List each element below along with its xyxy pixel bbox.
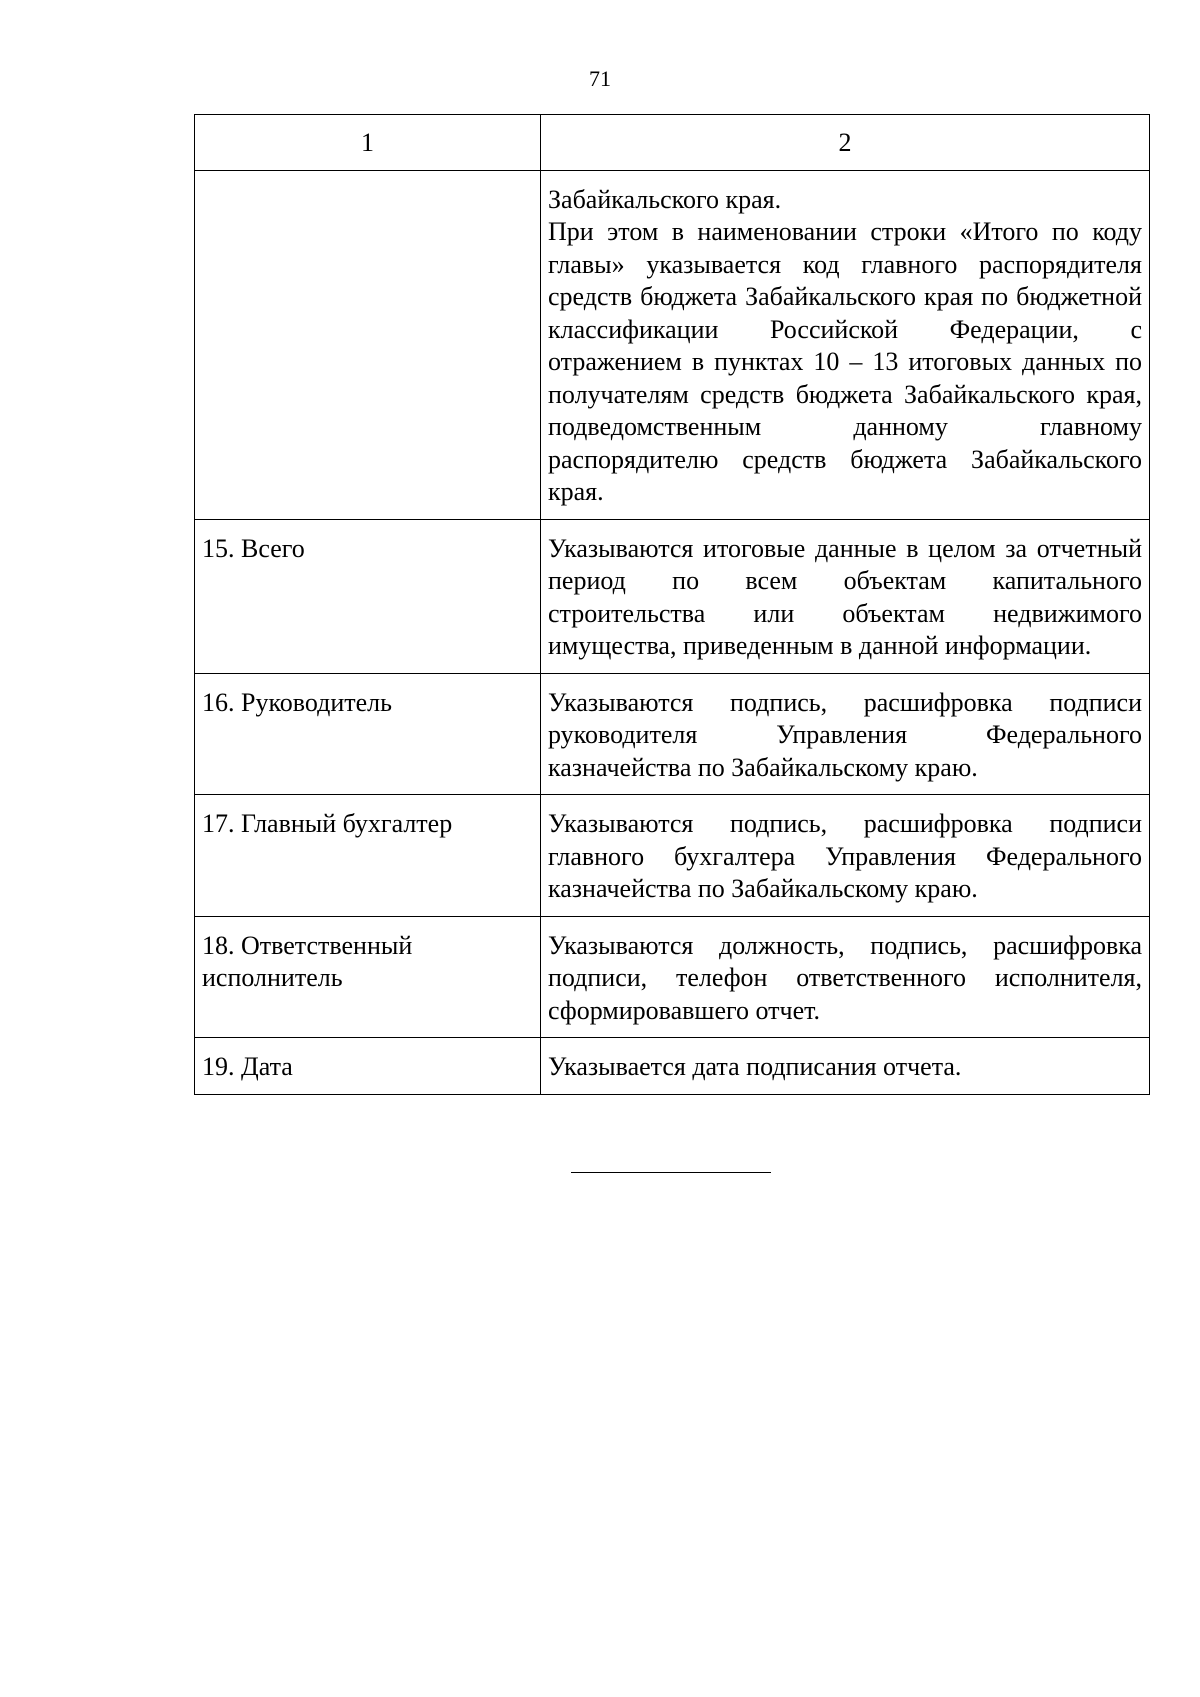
end-of-document-rule: [571, 1172, 771, 1173]
table-row: [195, 673, 1150, 795]
continuation-paragraph-2: При этом в наименовании строки «Итого по коду главы» указывается код главного распорядителя средств бюджета Забайкальского края по бюджетной классификации Российской Федерации, с отражением в пунктах 10 – 13 итоговых данных по получателям средств бюджета Забайкальского края, подведомственным данному главному распорядителю средств бюджета Забайкальского края.: [548, 217, 1142, 506]
row-name-cell: 16. Руководитель: [195, 673, 541, 795]
column-header-1: 1: [195, 115, 541, 171]
row-description-cell: Указываются итоговые данные в целом за отчетный период по всем объектам капитального строительства или объектам недвижимого имущества, приведенным в данной информации.: [541, 519, 1150, 673]
instructions-table: [194, 114, 1150, 1095]
table-row-continuation: [195, 170, 1150, 519]
table-header-row: [195, 115, 1150, 171]
row-name-cell: 15. Всего: [195, 519, 541, 673]
row-description-cell: Указываются подпись, расшифровка подписи главного бухгалтера Управления Федерального казначейства по Забайкальскому краю.: [541, 795, 1150, 917]
row-name-cell: 18. Ответственный исполнитель: [195, 916, 541, 1038]
row-description-cell: Указываются должность, подпись, расшифровка подписи, телефон ответственного исполнителя, сформировавшего отчет.: [541, 916, 1150, 1038]
table-row: [195, 519, 1150, 673]
row-description-cell: [541, 170, 1150, 519]
row-description-cell: Указываются подпись, расшифровка подписи руководителя Управления Федерального казначейства по Забайкальскому краю.: [541, 673, 1150, 795]
table-row: [195, 1038, 1150, 1095]
row-description-cell: Указывается дата подписания отчета.: [541, 1038, 1150, 1095]
page-number: 71: [589, 66, 611, 91]
table-row: [195, 916, 1150, 1038]
row-name-cell: 19. Дата: [195, 1038, 541, 1095]
row-name-cell: 17. Главный бухгалтер: [195, 795, 541, 917]
row-name-cell: [195, 170, 541, 519]
table-row: [195, 795, 1150, 917]
column-header-2: 2: [541, 115, 1150, 171]
continuation-paragraph-1: Забайкальского края.: [548, 184, 782, 214]
